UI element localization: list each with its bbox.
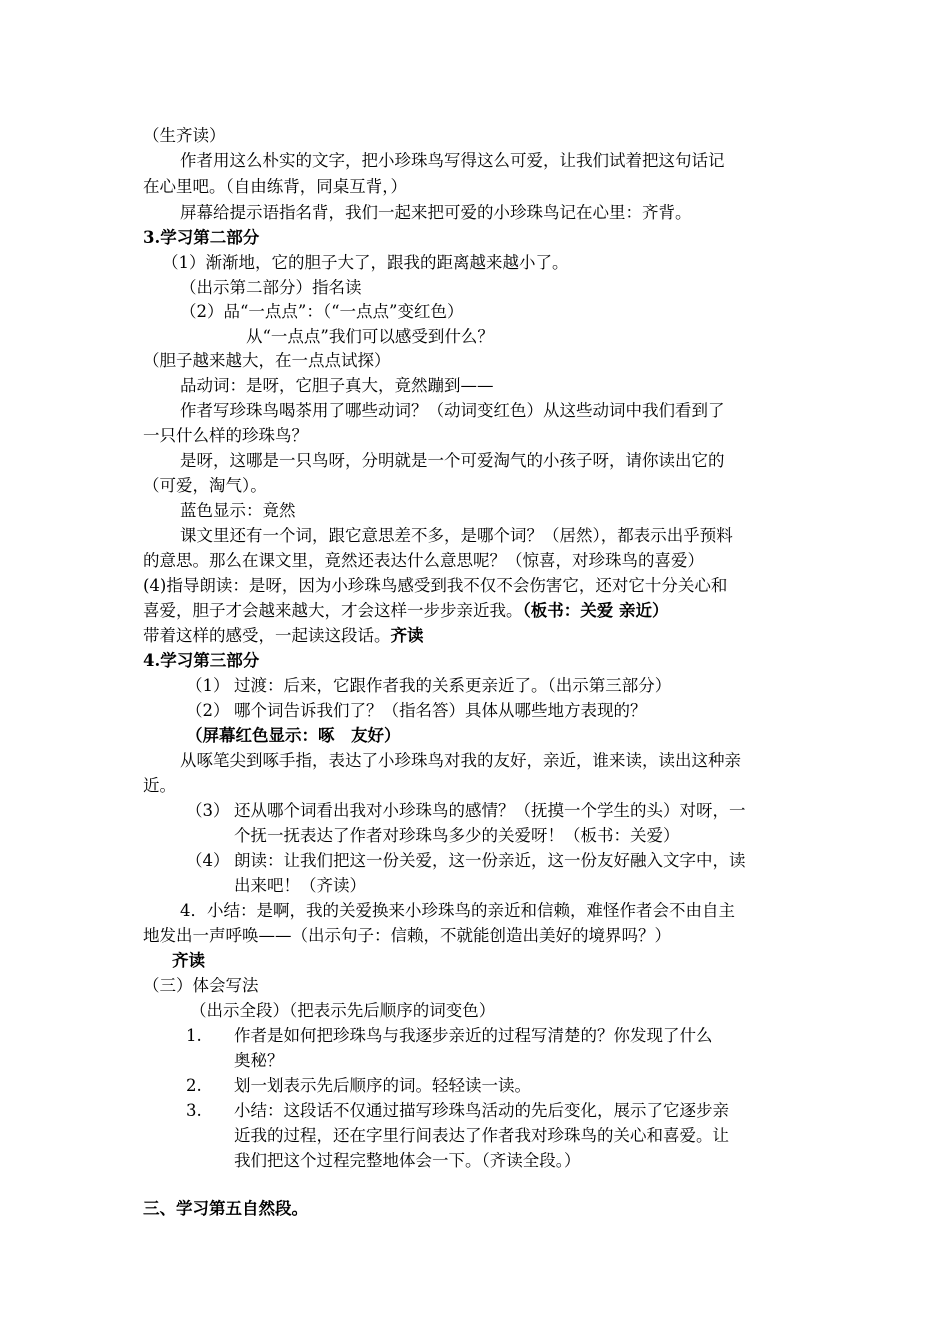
- read-together-note: 齐读: [172, 951, 205, 970]
- section-heading: 三、学习第五自然段。: [143, 1199, 308, 1218]
- list-number: 1.: [186, 1026, 202, 1045]
- list-number: （1）: [186, 676, 230, 695]
- text-line: 是呀，这哪是一只鸟呀，分明就是一个可爱淘气的小孩子呀，请你读出它的: [180, 451, 725, 470]
- list-number: （4）: [186, 851, 230, 870]
- screen-note: （屏幕红色显示：啄 友好）: [186, 726, 401, 745]
- text-line: (4)指导朗读：是呀，因为小珍珠鸟感受到我不仅不会伤害它，还对它十分关心和: [143, 576, 728, 595]
- text-line: （胆子越来越大，在一点点试探）: [143, 351, 391, 370]
- text-line: 课文里还有一个词，跟它意思差不多，是哪个词？（居然），都表示出乎预料: [180, 526, 733, 545]
- list-item-text: 小结：这段话不仅通过描写珍珠鸟活动的先后变化，展示了它逐步亲: [234, 1101, 729, 1120]
- text-line: 从“一点点”我们可以感受到什么？: [246, 327, 494, 346]
- list-item-text: 奥秘？: [234, 1051, 284, 1070]
- text-line: 4．小结：是啊，我的关爱换来小珍珠鸟的亲近和信赖，难怪作者会不由自主: [180, 901, 735, 920]
- text-line: （1）渐渐地，它的胆子大了，跟我的距离越来越小了。: [162, 253, 569, 272]
- text-line: 屏幕给提示语指名背，我们一起来把可爱的小珍珠鸟记在心里：齐背。: [180, 203, 692, 222]
- board-note: （板书：关爱 亲近）: [522, 601, 669, 620]
- text-line: （2）品“一点点”：（“一点点”变红色）: [180, 302, 464, 321]
- text-line: 品动词：是呀，它胆子真大，竟然蹦到——: [180, 376, 494, 395]
- text-run: 带着这样的感受，一起读这段话。: [143, 626, 391, 645]
- text-line: 作者写珍珠鸟喝茶用了哪些动词？（动词变红色）从这些动词中我们看到了: [180, 401, 725, 420]
- text-line: 地发出一声呼唤——（出示句子：信赖，不就能创造出美好的境界吗？）: [143, 926, 671, 945]
- section-heading: 3.学习第二部分: [143, 228, 260, 247]
- list-item-text: 近我的过程，还在字里行间表达了作者我对珍珠鸟的关心和喜爱。让: [234, 1126, 729, 1145]
- list-number: 2.: [186, 1076, 202, 1095]
- text-line: 从啄笔尖到啄手指，表达了小珍珠鸟对我的友好，亲近，谁来读，读出这种亲: [180, 751, 741, 770]
- text-line: 一只什么样的珍珠鸟？: [143, 426, 308, 445]
- text-line: （生齐读）: [143, 126, 226, 145]
- list-item-text: 划一划表示先后顺序的词。轻轻读一读。: [234, 1076, 531, 1095]
- list-item-text: 过渡：后来，它跟作者我的关系更亲近了。（出示第三部分）: [234, 676, 672, 695]
- text-line: 在心里吧。（自由练背，同桌互背，）: [143, 177, 407, 196]
- text-line: [143, 599, 669, 623]
- read-together-note: 齐读: [390, 626, 424, 645]
- text-line: （可爱，淘气）。: [143, 476, 267, 495]
- list-number: 3.: [186, 1101, 202, 1120]
- list-number: （2）: [186, 701, 230, 720]
- list-item-text: 个抚一抚表达了作者对珍珠鸟多少的关爱呀！（板书：关爱）: [234, 826, 680, 845]
- subsection-heading: （三）体会写法: [143, 976, 259, 995]
- text-run: 喜爱，胆子才会越来越大，才会这样一步步亲近我。: [143, 601, 523, 620]
- list-item-text: 朗读：让我们把这一份关爱，这一份亲近，这一份友好融入文字中，读: [234, 851, 746, 870]
- list-item-text: 还从哪个词看出我对小珍珠鸟的感情？（抚摸一个学生的头）对呀，一: [234, 801, 746, 820]
- text-line: （出示全段）（把表示先后顺序的词变色）: [190, 1001, 496, 1020]
- list-item-text: 出来吧！（齐读）: [234, 876, 366, 895]
- text-line: 作者用这么朴实的文字，把小珍珠鸟写得这么可爱，让我们试着把这句话记: [180, 151, 725, 170]
- section-heading: 4.学习第三部分: [143, 651, 260, 670]
- text-line: 的意思。那么在课文里，竟然还表达什么意思呢？（惊喜，对珍珠鸟的喜爱）: [143, 551, 704, 570]
- list-number: （3）: [186, 801, 230, 820]
- text-line: （出示第二部分）指名读: [180, 278, 362, 297]
- text-line: 近。: [143, 776, 176, 795]
- text-line: 蓝色显示：竟然: [180, 501, 296, 520]
- list-item-text: 作者是如何把珍珠鸟与我逐步亲近的过程写清楚的？你发现了什么: [234, 1026, 713, 1045]
- list-item-text: 我们把这个过程完整地体会一下。（齐读全段。）: [234, 1151, 581, 1170]
- text-line: [143, 624, 424, 648]
- list-item-text: 哪个词告诉我们了？（指名答）具体从哪些地方表现的？: [234, 701, 647, 720]
